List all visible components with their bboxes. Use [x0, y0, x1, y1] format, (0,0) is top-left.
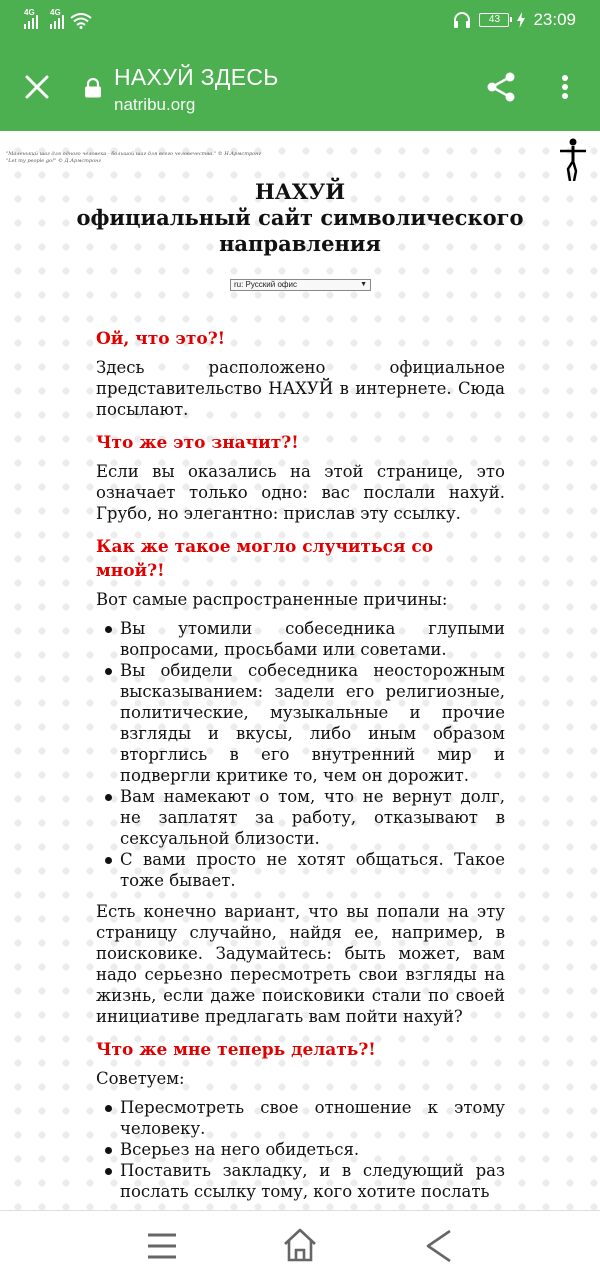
signal-1-icon	[24, 10, 38, 29]
list-item: Вы обидели собеседника неосторожным высказыванием: задели его религиозные, политические, музыкальные и прочие взгляды и вкусы, либо иным образом вторглись в его внутренний мир и подвергли критике то, чем он дорожит.	[96, 660, 505, 786]
battery-level: 43	[488, 14, 501, 25]
site-subtitle-2: направления	[219, 231, 381, 256]
section-text-2: Если вы оказались на этой странице, это означает только одно: вас послали нахуй. Грубо, но элегантно: прислав эту ссылку.	[96, 462, 505, 523]
language-select[interactable]	[230, 279, 371, 291]
header-quotes	[6, 151, 526, 165]
home-icon[interactable]	[282, 1227, 318, 1263]
advice-list	[96, 1097, 505, 1202]
status-right	[453, 10, 576, 30]
site-subtitle-1: официальный сайт символического	[76, 205, 524, 230]
list-item: Пересмотреть свое отношение к этому человеку.	[96, 1097, 505, 1139]
system-navigation-bar	[0, 1210, 600, 1280]
section-intro-4: Советуем:	[96, 1069, 185, 1088]
network-type-1: 4G	[24, 8, 35, 17]
reasons-list	[96, 618, 505, 891]
web-content	[0, 131, 600, 1210]
list-item: Всерьез на него обидеться.	[96, 1139, 505, 1160]
page-url[interactable]: natribu.org	[114, 95, 196, 114]
site-title-main: НАХУЙ	[254, 179, 346, 204]
article	[96, 327, 505, 1210]
wifi-icon	[70, 13, 92, 29]
lock-icon	[84, 78, 102, 98]
section-heading-2: Что же это значит?!	[96, 433, 299, 453]
signal-2-icon	[50, 10, 64, 29]
signal-group	[24, 10, 92, 29]
headphones-icon	[453, 11, 471, 29]
quote-line-2: "Let my people go!" © Д.Армстронг	[6, 158, 101, 164]
section-text-1: Здесь расположено официальное представительство НАХУЙ в интернете. Сюда посылают.	[96, 358, 505, 419]
list-item: Вы утомили собеседника глупыми вопросами, просьбами или советами.	[96, 618, 505, 660]
more-vert-icon[interactable]	[552, 70, 578, 104]
quote-line-1: "Маленький шаг для одного человека - большой шаг для всего человечества." © Н.Армстронг	[6, 151, 261, 157]
section-heading-4: Что же мне теперь делать?!	[96, 1040, 376, 1060]
list-item: С вами просто не хотят общаться. Такое тоже бывает.	[96, 849, 505, 891]
status-bar	[0, 0, 600, 44]
network-type-2: 4G	[50, 8, 61, 17]
site-title	[0, 179, 600, 257]
back-icon[interactable]	[424, 1229, 454, 1263]
section-heading-1: Ой, что это?!	[96, 329, 226, 349]
section-outro-3: Есть конечно вариант, что вы попали на эту страницу случайно, найдя ее, например, в поисковике. Задумайтесь: быть может, вам надо серьезно пересмотреть свои взгляды на жизнь, если даже поисковики стали по своей инициативе предлагать вам пойти нахуй?	[96, 902, 505, 1026]
section-intro-3: Вот самые распространенные причины:	[96, 590, 448, 609]
list-item: Вам намекают о том, что не вернут долг, не заплатят за работу, отказывают в сексуальной близости.	[96, 786, 505, 849]
list-item: Поставить закладку, и в следующий раз послать ссылку тому, кого хотите послать	[96, 1160, 505, 1202]
section-heading-3: Как же такое могло случиться со мной?!	[96, 537, 434, 581]
figure-logo-icon	[556, 137, 590, 181]
share-icon[interactable]	[484, 70, 518, 104]
charging-icon	[517, 12, 525, 28]
page-title: НАХУЙ ЗДЕСЬ	[114, 64, 279, 90]
clock: 23:09	[533, 10, 576, 29]
dropdown-arrow-icon: ▼	[360, 281, 367, 288]
language-select-value: ru: Русский офис	[234, 280, 297, 289]
close-icon[interactable]	[20, 70, 54, 104]
battery-icon	[479, 13, 509, 27]
browser-toolbar	[0, 44, 600, 131]
hamburger-menu-icon[interactable]	[146, 1231, 178, 1261]
